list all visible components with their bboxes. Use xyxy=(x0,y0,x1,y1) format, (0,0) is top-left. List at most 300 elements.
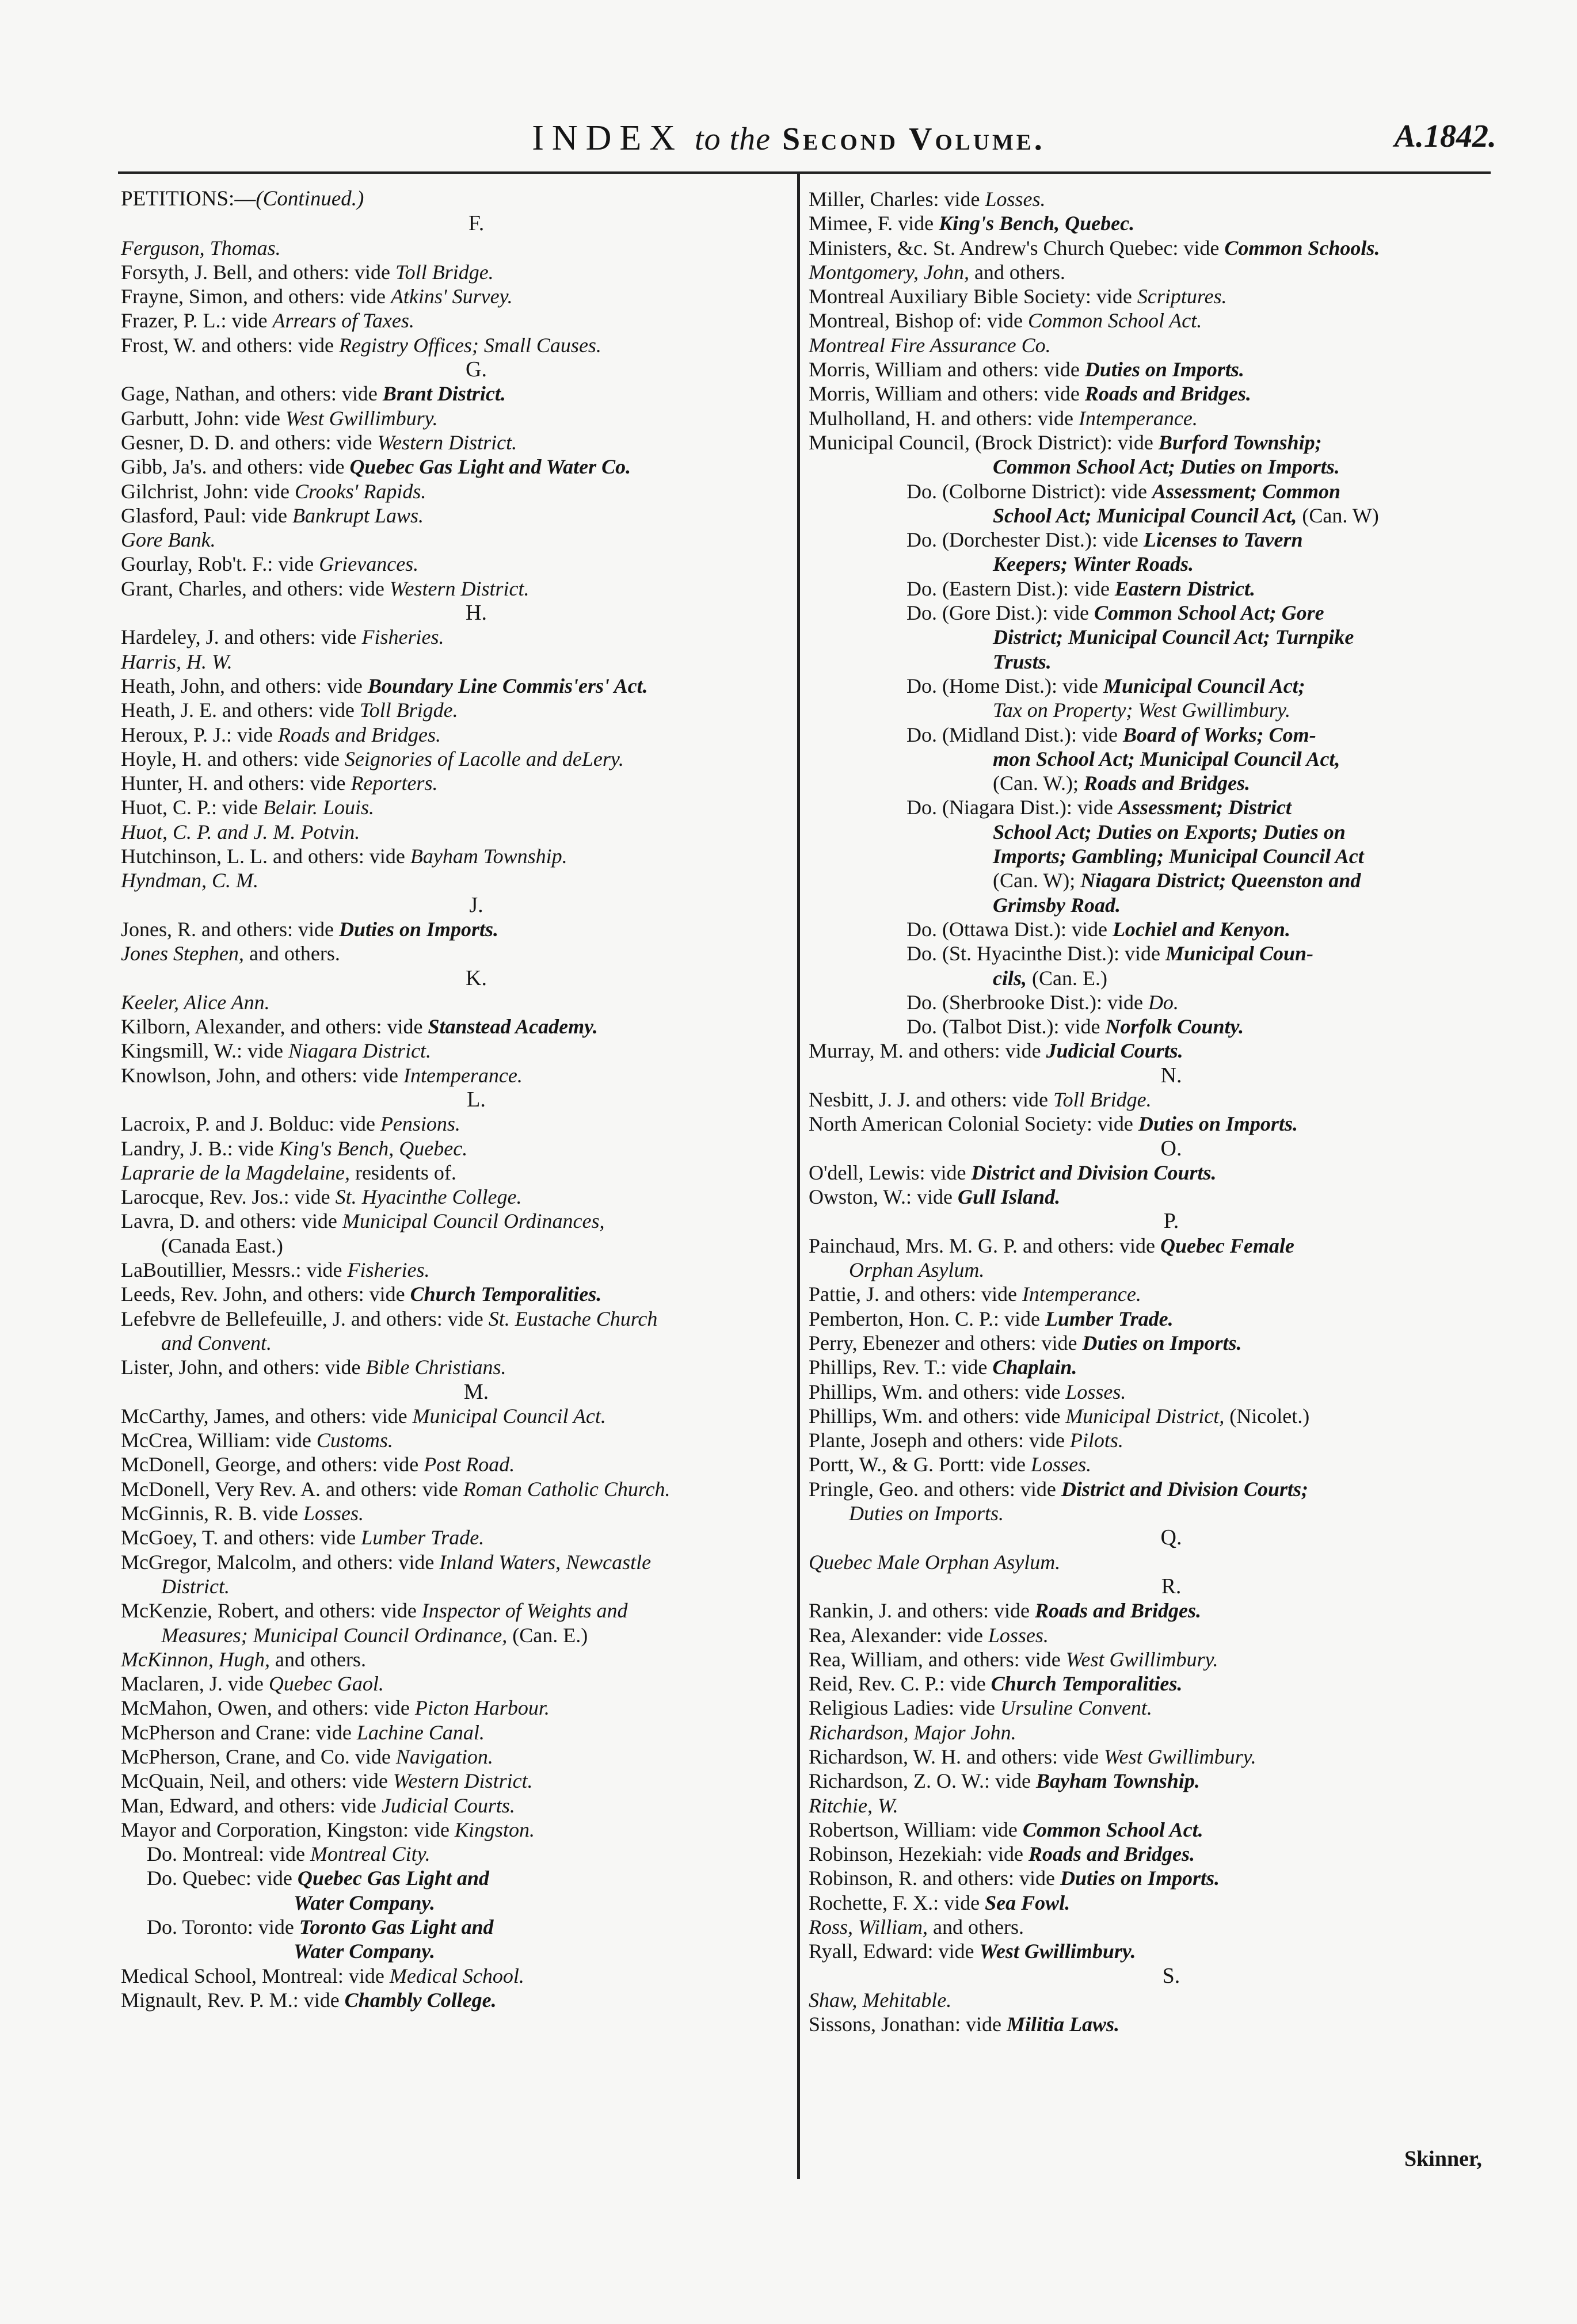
entry-text: McMahon, Owen, and others: vide xyxy=(121,1696,415,1720)
index-entry xyxy=(121,1404,791,1428)
entry-continuation xyxy=(121,1574,791,1598)
entry-continuation xyxy=(121,1623,791,1647)
entry-reference: Assessment; District xyxy=(1118,796,1292,819)
entry-continuation xyxy=(809,771,1494,795)
index-entry xyxy=(809,1161,1494,1185)
entry-text: Hoyle, H. and others: vide xyxy=(121,747,345,770)
entry-text: and others. xyxy=(928,1915,1024,1939)
ditto-entry xyxy=(809,723,1494,747)
entry-reference: Quebec Male Orphan Asylum. xyxy=(809,1550,1061,1574)
index-entry xyxy=(809,406,1494,430)
entry-reference: Losses. xyxy=(988,1623,1049,1647)
index-entry xyxy=(121,1063,791,1087)
entry-reference: Measures; Municipal Council Ordinance, xyxy=(161,1623,508,1647)
entry-reference: Water Company. xyxy=(294,1940,436,1963)
entry-reference: Intemperance. xyxy=(1078,406,1198,430)
entry-text: Lacroix, P. and J. Bolduc: vide xyxy=(121,1112,380,1136)
entry-reference: King's Bench, Quebec. xyxy=(279,1136,468,1160)
entry-continuation xyxy=(809,455,1494,479)
entry-reference: Municipal Council Ordinances, xyxy=(342,1209,605,1233)
entry-text: Maclaren, J. vide xyxy=(121,1672,269,1696)
entry-reference: Montreal City. xyxy=(310,1842,431,1866)
entry-text: Phillips, Wm. and others: vide xyxy=(809,1404,1066,1428)
entry-text: Religious Ladies: vide xyxy=(809,1696,1000,1720)
entry-reference: Chambly College. xyxy=(344,1988,497,2012)
entry-text: residents of. xyxy=(349,1161,456,1184)
entry-text: O'dell, Lewis: vide xyxy=(809,1161,972,1184)
entry-reference: Brant District. xyxy=(382,382,506,406)
title-index: INDEX xyxy=(532,119,684,158)
entry-text: Do. (Gore Dist.): vide xyxy=(906,601,1094,625)
header-rule xyxy=(118,171,1491,174)
entry-text: Do. (Dorchester Dist.): vide xyxy=(906,528,1144,552)
letter-heading xyxy=(121,601,791,625)
entry-reference: Eastern District. xyxy=(1114,577,1255,600)
index-entry xyxy=(809,1793,1494,1818)
entry-text: Man, Edward, and others: vide xyxy=(121,1793,382,1817)
entry-text: Do. Toronto: vide xyxy=(147,1915,299,1939)
entry-text: McPherson, Crane, and Co. vide xyxy=(121,1745,396,1768)
entry-reference: Municipal District, xyxy=(1065,1404,1225,1428)
year-label: A.1842. xyxy=(1394,119,1496,154)
entry-continuation xyxy=(121,1891,791,1915)
entry-reference: Post Road. xyxy=(424,1453,515,1476)
entry-text: F. xyxy=(468,211,485,236)
entry-reference: School Act; Duties on Exports; Duties on xyxy=(993,820,1346,844)
entry-text: McKenzie, Robert, and others: vide xyxy=(121,1599,422,1623)
index-entry xyxy=(121,308,791,333)
entry-text: Heroux, P. J.: vide xyxy=(121,723,278,746)
entry-text: Frazer, P. L.: vide xyxy=(121,309,273,333)
index-entry xyxy=(809,1380,1494,1404)
entry-text: Kingsmill, W.: vide xyxy=(121,1039,289,1063)
entry-reference: District; Municipal Council Act; Turnpike xyxy=(993,625,1354,649)
entry-continuation xyxy=(121,1331,791,1355)
entry-reference: Lumber Trade. xyxy=(361,1526,485,1550)
entry-text: Pattie, J. and others: vide xyxy=(809,1283,1022,1306)
entry-text: H. xyxy=(466,601,487,625)
index-entry xyxy=(121,795,791,819)
entry-continuation xyxy=(809,844,1494,868)
entry-reference: Ritchie, W. xyxy=(809,1793,898,1817)
entry-text: Plante, Joseph and others: vide xyxy=(809,1429,1070,1452)
index-entry xyxy=(809,333,1494,357)
entry-text: Gage, Nathan, and others: vide xyxy=(121,382,383,406)
entry-text: Lister, John, and others: vide xyxy=(121,1356,366,1379)
entry-text: N. xyxy=(1160,1063,1182,1087)
entry-text: Larocque, Rev. Jos.: vide xyxy=(121,1185,336,1209)
entry-text: Murray, M. and others: vide xyxy=(809,1039,1046,1063)
entry-reference: Kingston. xyxy=(454,1818,535,1841)
index-entry xyxy=(809,1696,1494,1720)
entry-reference: Bible Christians. xyxy=(365,1356,506,1379)
entry-text: Medical School, Montreal: vide xyxy=(121,1964,390,1987)
entry-reference: Bayham Township. xyxy=(1035,1769,1200,1793)
entry-reference: Intemperance. xyxy=(1022,1283,1141,1306)
entry-reference: Common Schools. xyxy=(1224,236,1380,260)
entry-text: McCarthy, James, and others: vide xyxy=(121,1404,413,1428)
entry-text: M. xyxy=(463,1379,489,1404)
ditto-entry xyxy=(121,1866,791,1890)
entry-reference: Bayham Township. xyxy=(410,845,567,868)
entry-text: Do. (Home Dist.): vide xyxy=(906,674,1103,697)
index-entry xyxy=(121,552,791,576)
entry-reference: Bankrupt Laws. xyxy=(292,503,424,527)
entry-text: (Can. E.) xyxy=(1027,966,1107,990)
entry-reference: Duties on Imports. xyxy=(1060,1867,1220,1890)
entry-reference: Church Temporalities. xyxy=(410,1283,602,1306)
entry-text: R. xyxy=(1161,1574,1182,1598)
running-title xyxy=(501,118,1076,159)
index-entry xyxy=(121,723,791,747)
entry-reference: Scriptures. xyxy=(1137,285,1227,308)
entry-text: K. xyxy=(466,966,487,990)
index-entry xyxy=(121,1136,791,1161)
entry-continuation xyxy=(809,503,1494,528)
entry-reference: West Gwillimbury. xyxy=(1103,1745,1256,1768)
entry-text: J. xyxy=(469,892,483,917)
index-entry xyxy=(121,1720,791,1745)
index-entry xyxy=(121,1769,791,1793)
ditto-entry xyxy=(809,990,1494,1014)
index-entry xyxy=(121,698,791,722)
entry-reference: Gore Bank. xyxy=(121,528,216,552)
entry-text: S. xyxy=(1162,1963,1180,1988)
entry-text: Richardson, W. H. and others: vide xyxy=(809,1745,1104,1768)
entry-reference: Roads and Bridges. xyxy=(1084,772,1251,795)
entry-text: McCrea, William: vide xyxy=(121,1429,317,1452)
entry-text: McPherson and Crane: vide xyxy=(121,1720,357,1744)
entry-reference: Chaplain. xyxy=(992,1356,1077,1379)
index-entry xyxy=(809,1112,1494,1136)
letter-heading xyxy=(121,893,791,917)
index-entry xyxy=(121,406,791,430)
entry-reference: Do. xyxy=(1148,990,1179,1014)
entry-reference: St. Hyacinthe College. xyxy=(335,1185,522,1209)
entry-reference: Ross, William, xyxy=(809,1915,928,1939)
entry-text: Glasford, Paul: vide xyxy=(121,503,292,527)
entry-reference: District and Division Courts; xyxy=(1061,1477,1309,1501)
entry-reference: Losses. xyxy=(1065,1380,1126,1403)
index-entry xyxy=(809,1477,1494,1501)
entry-text: Phillips, Wm. and others: vide xyxy=(809,1380,1066,1403)
entry-reference: Trusts. xyxy=(993,650,1052,673)
index-entry xyxy=(121,236,791,260)
index-entry xyxy=(121,1209,791,1233)
entry-reference: Toll Bridge. xyxy=(395,260,494,284)
index-entry xyxy=(121,1964,791,1988)
index-entry xyxy=(809,1623,1494,1647)
entry-text: and others. xyxy=(969,260,1065,284)
index-entry xyxy=(121,1355,791,1379)
entry-reference: cils, xyxy=(993,966,1027,990)
entry-continuation xyxy=(809,1258,1494,1282)
letter-heading xyxy=(121,1380,791,1404)
index-entry xyxy=(809,1452,1494,1476)
ditto-entry xyxy=(809,917,1494,941)
index-entry xyxy=(121,1696,791,1720)
index-entry xyxy=(121,577,791,601)
entry-reference: Niagara District; Queenston and xyxy=(1080,869,1361,892)
entry-text: (Can. W) xyxy=(1297,503,1379,527)
entry-text: Kilborn, Alexander, and others: vide xyxy=(121,1015,428,1039)
entry-reference: Keeler, Alice Ann. xyxy=(121,990,270,1014)
entry-reference: Duties on Imports. xyxy=(1138,1112,1298,1136)
index-entry xyxy=(809,1939,1494,1963)
entry-reference: Montreal Fire Assurance Co. xyxy=(809,333,1051,357)
index-entry xyxy=(809,381,1494,406)
entry-reference: Judicial Courts. xyxy=(381,1793,515,1817)
entry-text: P. xyxy=(1163,1209,1179,1234)
index-entry xyxy=(121,455,791,479)
section-heading xyxy=(121,187,791,211)
entry-text: Hardeley, J. and others: vide xyxy=(121,625,362,649)
index-entry xyxy=(121,1282,791,1306)
entry-reference: Losses. xyxy=(1031,1453,1092,1476)
index-entry xyxy=(121,868,791,892)
index-entry xyxy=(121,1745,791,1769)
entry-text: Pemberton, Hon. C. P.: vide xyxy=(809,1307,1045,1330)
entry-text: (Nicolet.) xyxy=(1224,1404,1310,1428)
ditto-entry xyxy=(809,941,1494,966)
entry-reference: and Convent. xyxy=(161,1331,272,1354)
index-entry xyxy=(809,1087,1494,1112)
entry-reference: Ursuline Convent. xyxy=(1000,1696,1152,1720)
entry-reference: Roads and Bridges. xyxy=(1084,382,1251,406)
entry-reference: Roads and Bridges. xyxy=(1028,1842,1195,1866)
entry-text: Gibb, Ja's. and others: vide xyxy=(121,455,350,479)
letter-heading xyxy=(121,966,791,990)
entry-text: Gilchrist, John: vide xyxy=(121,479,295,503)
index-entry xyxy=(809,1355,1494,1379)
entry-reference: Hyndman, C. M. xyxy=(121,869,258,892)
entry-text: Mignault, Rev. P. M.: vide xyxy=(121,1988,345,2012)
entry-reference: Registry Offices; Small Causes. xyxy=(338,333,601,357)
entry-reference: West Gwillimbury. xyxy=(285,406,438,430)
entry-continuation xyxy=(809,552,1494,576)
entry-continuation xyxy=(809,820,1494,844)
entry-reference: Orphan Asylum. xyxy=(849,1258,985,1282)
entry-text: Knowlson, John, and others: vide xyxy=(121,1063,403,1087)
ditto-entry xyxy=(121,1915,791,1939)
entry-text: Mayor and Corporation, Kingston: vide xyxy=(121,1818,455,1841)
index-entry xyxy=(121,1598,791,1623)
entry-text: Huot, C. P.: vide xyxy=(121,796,264,819)
entry-reference: Lochiel and Kenyon. xyxy=(1112,917,1290,941)
entry-reference: Laprarie de la Magdelaine, xyxy=(121,1161,350,1184)
index-entry xyxy=(809,308,1494,333)
entry-text: Garbutt, John: vide xyxy=(121,406,285,430)
entry-reference: Picton Harbour. xyxy=(414,1696,550,1720)
entry-text: Pringle, Geo. and others: vide xyxy=(809,1477,1061,1501)
catchword: Skinner, xyxy=(1404,2147,1482,2171)
ditto-entry xyxy=(809,577,1494,601)
index-entry xyxy=(121,1014,791,1039)
entry-reference: Keepers; Winter Roads. xyxy=(993,552,1194,576)
entry-text: Richardson, Z. O. W.: vide xyxy=(809,1769,1036,1793)
entry-text: Forsyth, J. Bell, and others: vide xyxy=(121,260,395,284)
entry-text: Frayne, Simon, and others: vide xyxy=(121,285,391,308)
entry-text: Robinson, R. and others: vide xyxy=(809,1867,1060,1890)
entry-reference: Judicial Courts. xyxy=(1046,1039,1183,1063)
index-entry xyxy=(121,1818,791,1842)
index-column-right xyxy=(809,187,1494,2037)
index-entry xyxy=(121,1647,791,1672)
entry-reference: Jones Stephen, xyxy=(121,942,244,966)
entry-text: Frost, W. and others: vide xyxy=(121,333,339,357)
entry-text: Hunter, H. and others: vide xyxy=(121,772,351,795)
entry-text: (Can. W); xyxy=(993,869,1081,892)
index-entry xyxy=(809,1647,1494,1672)
entry-text: (Continued.) xyxy=(256,187,364,211)
entry-reference: St. Eustache Church xyxy=(488,1307,658,1330)
entry-reference: Quebec Gas Light and Water Co. xyxy=(349,455,631,479)
letter-heading xyxy=(809,1209,1494,1233)
index-entry xyxy=(809,1769,1494,1793)
entry-text: McDonell, Very Rev. A. and others: vide xyxy=(121,1477,463,1501)
index-entry xyxy=(121,1307,791,1331)
entry-reference: Assessment; Common xyxy=(1152,479,1340,503)
entry-reference: Medical School. xyxy=(389,1964,524,1987)
index-entry xyxy=(121,1672,791,1696)
entry-reference: King's Bench, Quebec. xyxy=(939,212,1135,235)
entry-reference: Fisheries. xyxy=(361,625,444,649)
entry-text: Robertson, William: vide xyxy=(809,1818,1023,1841)
entry-reference: Inspector of Weights and xyxy=(421,1599,628,1623)
entry-reference: mon School Act; Municipal Council Act, xyxy=(993,747,1340,770)
entry-reference: Licenses to Tavern xyxy=(1143,528,1303,552)
index-entry xyxy=(809,1720,1494,1745)
index-entry xyxy=(121,284,791,308)
entry-reference: Common School Act. xyxy=(1027,309,1202,333)
entry-text: Painchaud, Mrs. M. G. P. and others: vide xyxy=(809,1234,1160,1257)
entry-reference: Customs. xyxy=(316,1429,393,1452)
entry-continuation xyxy=(809,650,1494,674)
entry-reference: Pensions. xyxy=(380,1112,460,1136)
entry-text: Reid, Rev. C. P.: vide xyxy=(809,1672,991,1696)
index-entry xyxy=(809,1307,1494,1331)
entry-reference: Atkins' Survey. xyxy=(390,285,513,308)
entry-reference: Quebec Gaol. xyxy=(268,1672,384,1696)
entry-reference: Tax on Property; West Gwillimbury. xyxy=(993,699,1291,722)
index-entry xyxy=(809,1891,1494,1915)
entry-text: Phillips, Rev. T.: vide xyxy=(809,1356,993,1379)
entry-text: Mulholland, H. and others: vide xyxy=(809,406,1079,430)
entry-text: Do. (Niagara Dist.): vide xyxy=(906,796,1118,819)
entry-text: Jones, R. and others: vide xyxy=(121,917,339,941)
index-entry xyxy=(121,479,791,503)
index-entry xyxy=(809,284,1494,308)
entry-text: and others. xyxy=(269,1647,366,1671)
entry-reference: Common School Act. xyxy=(1022,1818,1203,1841)
index-entry xyxy=(809,260,1494,284)
letter-heading xyxy=(121,1087,791,1112)
entry-reference: Water Company. xyxy=(294,1891,436,1914)
entry-reference: Shaw, Mehitable. xyxy=(809,1988,952,2012)
entry-reference: Arrears of Taxes. xyxy=(272,309,414,333)
entry-reference: Quebec Female xyxy=(1160,1234,1294,1257)
ditto-entry xyxy=(809,479,1494,503)
title-to-the: to the xyxy=(695,121,771,157)
entry-reference: Huot, C. P. and J. M. Potvin. xyxy=(121,820,360,844)
entry-text: North American Colonial Society: vide xyxy=(809,1112,1138,1136)
ditto-entry xyxy=(121,1842,791,1866)
index-entry xyxy=(121,1525,791,1550)
entry-text: LaBoutillier, Messrs.: vide xyxy=(121,1258,348,1282)
entry-reference: Fisheries. xyxy=(347,1258,430,1282)
entry-text: Leeds, Rev. John, and others: vide xyxy=(121,1283,410,1306)
index-entry xyxy=(809,1234,1494,1258)
index-entry xyxy=(809,236,1494,260)
letter-heading xyxy=(809,1136,1494,1161)
entry-text: Do. (Sherbrooke Dist.): vide xyxy=(906,990,1148,1014)
index-entry xyxy=(121,1161,791,1185)
ditto-entry xyxy=(809,528,1494,552)
index-entry xyxy=(809,1842,1494,1866)
entry-reference: District. xyxy=(161,1574,230,1598)
entry-reference: West Gwillimbury. xyxy=(979,1940,1136,1963)
index-entry xyxy=(121,1550,791,1574)
entry-text: Heath, J. E. and others: vide xyxy=(121,699,360,722)
index-entry xyxy=(121,844,791,868)
entry-continuation xyxy=(121,1939,791,1963)
entry-text: Rea, Alexander: vide xyxy=(809,1623,988,1647)
entry-text: Morris, William and others: vide xyxy=(809,358,1085,381)
entry-reference: Burford Township; xyxy=(1158,430,1322,454)
entry-text: Do. (Talbot Dist.): vide xyxy=(906,1015,1106,1039)
index-entry xyxy=(121,1477,791,1501)
index-entry xyxy=(809,1550,1494,1574)
ditto-entry xyxy=(809,674,1494,698)
entry-reference: Richardson, Major John. xyxy=(809,1720,1016,1744)
entry-text: L. xyxy=(467,1087,486,1112)
entry-text: Montreal, Bishop of: vide xyxy=(809,309,1028,333)
entry-reference: Imports; Gambling; Municipal Council Act xyxy=(993,845,1364,868)
index-entry xyxy=(121,260,791,284)
entry-reference: Montgomery, John, xyxy=(809,260,969,284)
entry-reference: McKinnon, Hugh, xyxy=(121,1647,270,1671)
entry-text: and others. xyxy=(243,942,340,966)
entry-text: Owston, W.: vide xyxy=(809,1185,958,1209)
index-entry xyxy=(809,1745,1494,1769)
entry-continuation xyxy=(809,1501,1494,1525)
entry-reference: Seignories of Lacolle and deLery. xyxy=(344,747,624,770)
entry-reference: Sea Fowl. xyxy=(985,1891,1071,1914)
entry-text: Municipal Council, (Brock District): vide xyxy=(809,430,1159,454)
index-column-left xyxy=(121,187,791,2012)
entry-reference: Western District. xyxy=(389,577,530,600)
ditto-entry xyxy=(809,1014,1494,1039)
title-volume: Second Volume. xyxy=(782,121,1045,157)
index-entry xyxy=(809,1988,1494,2012)
entry-text: Landry, J. B.: vide xyxy=(121,1136,279,1160)
entry-text: McDonell, George, and others: vide xyxy=(121,1453,424,1476)
entry-text: Lefebvre de Bellefeuille, J. and others: vide xyxy=(121,1307,489,1330)
entry-text: Hutchinson, L. L. and others: vide xyxy=(121,845,410,868)
entry-text: Sissons, Jonathan: vide xyxy=(809,2013,1007,2036)
letter-heading xyxy=(809,1063,1494,1087)
index-entry xyxy=(121,625,791,649)
index-entry xyxy=(809,2012,1494,2036)
index-entry xyxy=(809,1428,1494,1452)
ditto-entry xyxy=(809,601,1494,625)
index-entry xyxy=(121,1988,791,2012)
entry-reference: Duties on Imports. xyxy=(1084,358,1244,381)
index-entry xyxy=(809,1185,1494,1209)
entry-text: Rea, William, and others: vide xyxy=(809,1647,1066,1671)
entry-reference: Municipal Council Act; xyxy=(1103,674,1305,697)
entry-text: Miller, Charles: vide xyxy=(809,188,985,211)
